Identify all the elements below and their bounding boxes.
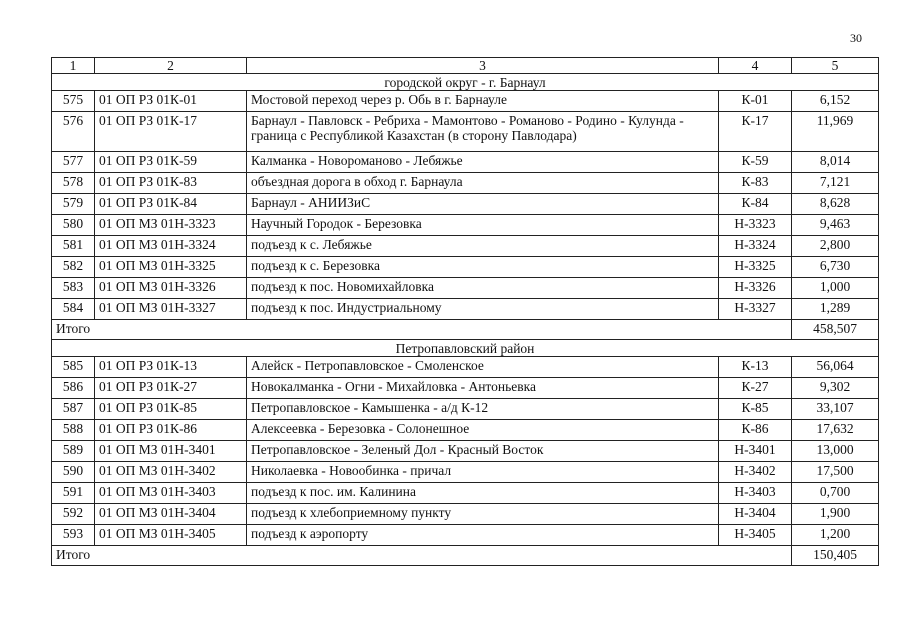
road-index-cell: К-17 bbox=[719, 112, 792, 152]
row-number-cell: 592 bbox=[52, 504, 95, 525]
table-row bbox=[52, 257, 879, 278]
table-row bbox=[52, 357, 879, 378]
road-name-cell: подъезд к с. Березовка bbox=[247, 257, 719, 278]
road-length-cell: 17,632 bbox=[792, 420, 879, 441]
row-number-cell: 585 bbox=[52, 357, 95, 378]
table-row bbox=[52, 194, 879, 215]
road-length-cell: 8,628 bbox=[792, 194, 879, 215]
table-row bbox=[52, 173, 879, 194]
row-number-cell: 581 bbox=[52, 236, 95, 257]
road-name-cell: Барнаул - АНИИЗиС bbox=[247, 194, 719, 215]
road-code-cell: 01 ОП МЗ 01Н-3401 bbox=[95, 441, 247, 462]
road-name-cell: подъезд к хлебоприемному пункту bbox=[247, 504, 719, 525]
table-row bbox=[52, 483, 879, 504]
road-length-cell: 1,200 bbox=[792, 525, 879, 546]
road-length-cell: 2,800 bbox=[792, 236, 879, 257]
road-index-cell: Н-3324 bbox=[719, 236, 792, 257]
roads-table-body bbox=[52, 58, 879, 566]
road-index-cell: К-13 bbox=[719, 357, 792, 378]
road-length-cell: 8,014 bbox=[792, 152, 879, 173]
road-name-cell: Петропавловское - Камышенка - а/д К-12 bbox=[247, 399, 719, 420]
road-length-cell: 6,152 bbox=[792, 91, 879, 112]
road-name-cell: Петропавловское - Зеленый Дол - Красный Восток bbox=[247, 441, 719, 462]
table-row bbox=[52, 112, 879, 152]
header-row bbox=[52, 58, 879, 74]
row-number-cell: 575 bbox=[52, 91, 95, 112]
road-length-cell: 1,289 bbox=[792, 299, 879, 320]
road-name-cell: Новокалманка - Огни - Михайловка - Антоньевка bbox=[247, 378, 719, 399]
total-row bbox=[52, 546, 879, 566]
road-name-cell: Николаевка - Новообинка - причал bbox=[247, 462, 719, 483]
table-row bbox=[52, 152, 879, 173]
road-name-cell: Алейск - Петропавловское - Смоленское bbox=[247, 357, 719, 378]
row-number-cell: 580 bbox=[52, 215, 95, 236]
page-number: 30 bbox=[850, 31, 862, 45]
header-cell-2: 2 bbox=[95, 58, 247, 74]
table-row bbox=[52, 215, 879, 236]
road-length-cell: 7,121 bbox=[792, 173, 879, 194]
total-label: Итого bbox=[52, 320, 792, 340]
road-index-cell: К-83 bbox=[719, 173, 792, 194]
header-cell-3: 3 bbox=[247, 58, 719, 74]
section-title: Петропавловский район bbox=[52, 340, 879, 357]
total-label: Итого bbox=[52, 546, 792, 566]
table-row bbox=[52, 399, 879, 420]
road-length-cell: 9,463 bbox=[792, 215, 879, 236]
row-number-cell: 583 bbox=[52, 278, 95, 299]
total-row bbox=[52, 320, 879, 340]
road-code-cell: 01 ОП РЗ 01К-17 bbox=[95, 112, 247, 152]
road-name-cell: Мостовой переход через р. Обь в г. Барнауле bbox=[247, 91, 719, 112]
road-name-cell: подъезд к пос. Индустриальному bbox=[247, 299, 719, 320]
road-index-cell: Н-3325 bbox=[719, 257, 792, 278]
road-code-cell: 01 ОП РЗ 01К-84 bbox=[95, 194, 247, 215]
table-row bbox=[52, 91, 879, 112]
road-length-cell: 0,700 bbox=[792, 483, 879, 504]
table-row bbox=[52, 525, 879, 546]
table-row bbox=[52, 236, 879, 257]
road-index-cell: Н-3405 bbox=[719, 525, 792, 546]
road-code-cell: 01 ОП МЗ 01Н-3327 bbox=[95, 299, 247, 320]
road-code-cell: 01 ОП РЗ 01К-86 bbox=[95, 420, 247, 441]
total-value: 458,507 bbox=[792, 320, 879, 340]
road-length-cell: 56,064 bbox=[792, 357, 879, 378]
section-title: городской округ - г. Барнаул bbox=[52, 74, 879, 91]
road-name-cell: подъезд к аэропорту bbox=[247, 525, 719, 546]
road-index-cell: Н-3326 bbox=[719, 278, 792, 299]
row-number-cell: 586 bbox=[52, 378, 95, 399]
section-row bbox=[52, 340, 879, 357]
road-code-cell: 01 ОП РЗ 01К-59 bbox=[95, 152, 247, 173]
row-number-cell: 593 bbox=[52, 525, 95, 546]
row-number-cell: 579 bbox=[52, 194, 95, 215]
road-name-cell: Алексеевка - Березовка - Солонешное bbox=[247, 420, 719, 441]
row-number-cell: 589 bbox=[52, 441, 95, 462]
header-cell-5: 5 bbox=[792, 58, 879, 74]
road-index-cell: К-27 bbox=[719, 378, 792, 399]
road-index-cell: К-86 bbox=[719, 420, 792, 441]
road-code-cell: 01 ОП РЗ 01К-83 bbox=[95, 173, 247, 194]
road-length-cell: 6,730 bbox=[792, 257, 879, 278]
row-number-cell: 576 bbox=[52, 112, 95, 152]
row-number-cell: 578 bbox=[52, 173, 95, 194]
row-number-cell: 588 bbox=[52, 420, 95, 441]
row-number-cell: 584 bbox=[52, 299, 95, 320]
road-code-cell: 01 ОП МЗ 01Н-3326 bbox=[95, 278, 247, 299]
row-number-cell: 582 bbox=[52, 257, 95, 278]
road-code-cell: 01 ОП МЗ 01Н-3325 bbox=[95, 257, 247, 278]
road-name-cell: Калманка - Новороманово - Лебяжье bbox=[247, 152, 719, 173]
road-code-cell: 01 ОП МЗ 01Н-3324 bbox=[95, 236, 247, 257]
section-row bbox=[52, 74, 879, 91]
road-length-cell: 1,900 bbox=[792, 504, 879, 525]
road-code-cell: 01 ОП МЗ 01Н-3402 bbox=[95, 462, 247, 483]
table-row bbox=[52, 299, 879, 320]
table-row bbox=[52, 504, 879, 525]
row-number-cell: 577 bbox=[52, 152, 95, 173]
row-number-cell: 587 bbox=[52, 399, 95, 420]
road-index-cell: Н-3403 bbox=[719, 483, 792, 504]
table-row bbox=[52, 462, 879, 483]
road-index-cell: К-84 bbox=[719, 194, 792, 215]
road-length-cell: 11,969 bbox=[792, 112, 879, 152]
road-name-cell: подъезд к пос. им. Калинина bbox=[247, 483, 719, 504]
road-code-cell: 01 ОП РЗ 01К-85 bbox=[95, 399, 247, 420]
road-code-cell: 01 ОП РЗ 01К-13 bbox=[95, 357, 247, 378]
road-name-cell: подъезд к с. Лебяжье bbox=[247, 236, 719, 257]
road-code-cell: 01 ОП МЗ 01Н-3323 bbox=[95, 215, 247, 236]
road-index-cell: Н-3402 bbox=[719, 462, 792, 483]
road-code-cell: 01 ОП РЗ 01К-01 bbox=[95, 91, 247, 112]
road-index-cell: К-85 bbox=[719, 399, 792, 420]
row-number-cell: 590 bbox=[52, 462, 95, 483]
road-length-cell: 13,000 bbox=[792, 441, 879, 462]
road-length-cell: 17,500 bbox=[792, 462, 879, 483]
road-index-cell: Н-3323 bbox=[719, 215, 792, 236]
road-name-cell: объездная дорога в обход г. Барнаула bbox=[247, 173, 719, 194]
road-index-cell: Н-3401 bbox=[719, 441, 792, 462]
road-index-cell: К-01 bbox=[719, 91, 792, 112]
road-index-cell: Н-3404 bbox=[719, 504, 792, 525]
road-length-cell: 9,302 bbox=[792, 378, 879, 399]
road-name-cell: подъезд к пос. Новомихайловка bbox=[247, 278, 719, 299]
header-cell-1: 1 bbox=[52, 58, 95, 74]
table-row bbox=[52, 278, 879, 299]
table-row bbox=[52, 441, 879, 462]
table-row bbox=[52, 378, 879, 399]
road-code-cell: 01 ОП РЗ 01К-27 bbox=[95, 378, 247, 399]
header-cell-4: 4 bbox=[719, 58, 792, 74]
row-number-cell: 591 bbox=[52, 483, 95, 504]
table-row bbox=[52, 420, 879, 441]
road-length-cell: 33,107 bbox=[792, 399, 879, 420]
road-code-cell: 01 ОП МЗ 01Н-3403 bbox=[95, 483, 247, 504]
roads-table bbox=[51, 57, 879, 566]
road-length-cell: 1,000 bbox=[792, 278, 879, 299]
road-name-cell: Барнаул - Павловск - Ребриха - Мамонтово - Романово - Родино - Кулунда - граница с Республикой Казахстан (в сторону Павлодара) bbox=[247, 112, 719, 152]
total-value: 150,405 bbox=[792, 546, 879, 566]
road-code-cell: 01 ОП МЗ 01Н-3405 bbox=[95, 525, 247, 546]
road-index-cell: Н-3327 bbox=[719, 299, 792, 320]
road-index-cell: К-59 bbox=[719, 152, 792, 173]
road-code-cell: 01 ОП МЗ 01Н-3404 bbox=[95, 504, 247, 525]
road-name-cell: Научный Городок - Березовка bbox=[247, 215, 719, 236]
